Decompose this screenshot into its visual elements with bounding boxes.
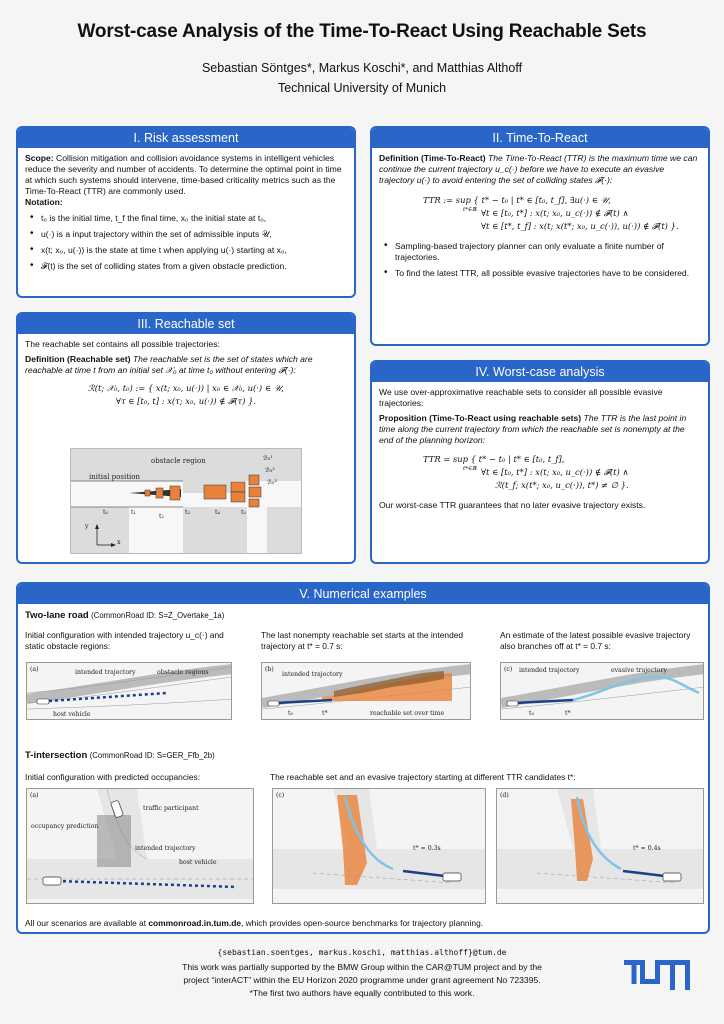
ttr-bullet: • To find the latest TTR, all possible evasive trajectories have to be considered. bbox=[379, 268, 701, 279]
worst-eq-line: ℛ(t_f; x(t*; x₀, u_c(·)), t*) ≠ ∅ }. bbox=[495, 480, 629, 491]
reach-eq-line: ℛ(t; 𝒳₀, t₀) := { x(t; x₀, u(·)) | x₀ ∈ 𝒳₀, u(·) ∈ 𝒰, bbox=[88, 383, 284, 393]
worst-conclusion: Our worst-case TTR guarantees that no later evasive trajectory exists. bbox=[379, 500, 646, 511]
numerical-heading: V. Numerical examples bbox=[18, 584, 708, 604]
intended-trajectory-label: intended trajectory bbox=[75, 669, 136, 676]
intended-trajectory-label: intended trajectory bbox=[135, 845, 196, 852]
fig-tag: (a) bbox=[30, 666, 39, 673]
worst-case-panel bbox=[370, 360, 710, 564]
closing-text bbox=[25, 918, 483, 929]
occupancy-prediction-label: occupancy prediction bbox=[31, 823, 99, 830]
worst-eq-line: TTR = sup { t* − t₀ | t* ∈ [t₀, t_f], bbox=[423, 454, 565, 464]
notation-item: • t₀ is the initial time, t_f the final time, x₀ the initial state at t₀, bbox=[25, 213, 347, 224]
ttr-heading: II. Time-To-React bbox=[372, 128, 708, 148]
tint-heading bbox=[25, 750, 215, 762]
ttr-definition bbox=[379, 153, 701, 186]
worst-prop-label: Proposition (Time-To-React using reachable sets) bbox=[379, 413, 582, 423]
notation-item: • u(·) is a input trajectory within the set of admissible inputs 𝒰, bbox=[25, 229, 347, 240]
tstar-value-label: t* = 0.3s bbox=[413, 845, 441, 852]
notation-label: Notation: bbox=[25, 197, 63, 207]
axis-x-label: x bbox=[117, 539, 121, 546]
authors: Sebastian Söntges*, Markus Koschi*, and Matthias Althoff bbox=[201, 61, 523, 75]
worst-heading: IV. Worst-case analysis bbox=[372, 362, 708, 382]
reachable-set-figure bbox=[70, 448, 302, 554]
twolane-heading bbox=[25, 610, 224, 622]
tint-figure-c bbox=[272, 788, 486, 904]
traffic-participant-label: traffic participant bbox=[143, 805, 199, 812]
commonroad-link[interactable]: commonroad.in.tum.de bbox=[148, 918, 241, 928]
reach-definition bbox=[25, 354, 347, 376]
ttr-eq-line: ∀t ∈ [t₀, t*] : x(t; x₀, u_c(·)) ∉ 𝓕(t) ∧ bbox=[481, 208, 629, 219]
tum-logo bbox=[624, 960, 690, 990]
tick-label: t₃ bbox=[185, 509, 190, 516]
evasive-trajectory-label: evasive trajectory bbox=[611, 667, 667, 674]
tick-label: t₄ bbox=[215, 509, 220, 516]
twolane-figure-a bbox=[26, 662, 232, 720]
ttr-equation bbox=[379, 194, 701, 233]
worst-intro: We use over-approximative reachable sets to consider all possible evasive trajectories: bbox=[379, 387, 663, 408]
twolane-caption-a: Initial configuration with intended trajectory u_c(·) and static obstacle regions: bbox=[25, 630, 224, 651]
tstar-label: t* bbox=[322, 710, 328, 717]
twolane-figure-c bbox=[500, 662, 704, 720]
numerical-examples-panel bbox=[16, 582, 710, 934]
tick-label: t₂ bbox=[159, 513, 164, 520]
ttr-sup-subscript: t*∈ℝ bbox=[463, 207, 477, 213]
closing-suffix: , which provides open-source benchmarks for trajectory planning. bbox=[240, 918, 484, 928]
reach-heading: III. Reachable set bbox=[18, 314, 354, 334]
footer-emails: {sebastian.soentges, markus.koschi, matthias.althoff}@tum.de bbox=[217, 948, 507, 957]
t0-label: t₀ bbox=[288, 710, 293, 717]
scope-text: Collision mitigation and collision avoidance systems in intelligent vehicles reduce the severity and number of accidents. To determine the optimal point in time at which such systems should intervene, time-based criticality metrics such as the Time-To-React (TTR) are commonly used. bbox=[25, 153, 342, 196]
intended-trajectory-label: intended trajectory bbox=[519, 667, 580, 674]
twolane-caption-c: An estimate of the latest possible evasive trajectory also branches off at t* = 0.7 s: bbox=[500, 630, 691, 651]
reachable-set-over-time-label: reachable set over time bbox=[370, 710, 445, 717]
ttr-bullets bbox=[379, 241, 701, 279]
host-vehicle-label: host vehicle bbox=[53, 711, 91, 718]
fig-tag: (c) bbox=[504, 666, 513, 673]
twolane-figure-b bbox=[261, 662, 471, 720]
notation-item: • x(t; x₀, u(·)) is the state at time t when applying u(·) starting at x₀, bbox=[25, 245, 347, 256]
twolane-caption-b: The last nonempty reachable set starts at the intended trajectory at t* = 0.7 s: bbox=[261, 630, 464, 651]
tick-label: t₁ bbox=[131, 509, 136, 516]
worst-equation bbox=[379, 453, 701, 492]
worst-sup-subscript: t*∈ℝ bbox=[463, 466, 477, 472]
tint-title: T-intersection bbox=[25, 750, 88, 761]
set-label: ℬ₅¹ bbox=[263, 455, 273, 462]
worst-prop-text: The TTR is the last point in time along the current trajectory from which the reachable set is nonempty at the end of the planning horizon: bbox=[379, 413, 687, 445]
fig-tag: (c) bbox=[276, 792, 285, 799]
ttr-eq-line: TTR := sup { t* − t₀ | t* ∈ [t₀, t_f], ∃u(·) ∈ 𝒰, bbox=[423, 195, 611, 205]
ttr-def-label: Definition (Time-To-React) bbox=[379, 153, 486, 163]
reachable-set-panel bbox=[16, 312, 356, 564]
reach-def-text: The reachable set is the set of states which are reachable at time t from an initial set 𝒳₀ at time t₀ without entering 𝓕(·): bbox=[25, 354, 313, 375]
affiliation: Technical University of Munich bbox=[277, 81, 447, 95]
closing-prefix: All our scenarios are available at bbox=[25, 918, 149, 928]
twolane-id: (CommonRoad ID: S=Z_Overtake_1a) bbox=[91, 611, 225, 620]
notation-list bbox=[25, 213, 347, 272]
reach-intro: The reachable set contains all possible trajectories: bbox=[25, 339, 220, 349]
twolane-title: Two-lane road bbox=[25, 610, 89, 621]
fig-tag: (b) bbox=[265, 666, 274, 673]
tint-figure-a bbox=[26, 788, 254, 904]
reach-def-label: Definition (Reachable set) bbox=[25, 354, 131, 364]
intended-trajectory-label: intended trajectory bbox=[282, 671, 343, 678]
time-to-react-panel bbox=[370, 126, 710, 346]
set-label: ℬ₅³ bbox=[267, 479, 277, 486]
t0-label: t₀ bbox=[529, 710, 534, 717]
host-vehicle-label: host vehicle bbox=[179, 859, 217, 866]
obstacle-regions-label: obstacle regions bbox=[157, 669, 209, 676]
scope-paragraph bbox=[25, 153, 347, 197]
tick-label: t₀ bbox=[103, 509, 108, 516]
tum-logo-mark bbox=[624, 960, 690, 990]
tint-caption-left: Initial configuration with predicted occupancies: bbox=[25, 772, 201, 782]
fig-tag: (a) bbox=[30, 792, 39, 799]
risk-heading: I. Risk assessment bbox=[18, 128, 354, 148]
fig-tag: (d) bbox=[500, 792, 509, 799]
tint-id: (CommonRoad ID: S=GER_Ffb_2b) bbox=[89, 751, 215, 760]
ttr-bullet: • Sampling-based trajectory planner can only evaluate a finite number of trajectories. bbox=[379, 241, 701, 263]
set-label: ℬ₅² bbox=[265, 467, 275, 474]
footer-note: *The first two authors have equally contributed to this work. bbox=[249, 988, 475, 998]
tint-figure-d bbox=[496, 788, 704, 904]
tint-caption-right: The reachable set and an evasive trajectory starting at different TTR candidates t*: bbox=[270, 772, 576, 782]
tstar-label: t* bbox=[565, 710, 571, 717]
reach-eq-line: ∀τ ∈ [t₀, t] : x(τ; x₀, u(·)) ∉ 𝓕(τ) }. bbox=[115, 396, 257, 407]
notation-item: • 𝓕(t) is the set of colliding states from a given obstacle prediction. bbox=[25, 261, 347, 272]
tick-label: t₅ bbox=[241, 509, 246, 516]
obstacle-region-label: obstacle region bbox=[151, 457, 206, 465]
footer-funding-1: This work was partially supported by the BMW Group within the CAR@TUM project and by the bbox=[182, 962, 542, 972]
poster-title: Worst-case Analysis of the Time-To-React Using Reachable Sets bbox=[77, 21, 647, 42]
ttr-def-text: The Time-To-React (TTR) is the maximum time we can continue the current trajectory u_c(·) before we have to execute an evasive trajectory u(·) to avoid entering the set of colliding states 𝓕(·): bbox=[379, 153, 698, 185]
axis-y-label: y bbox=[85, 523, 89, 530]
risk-assessment-panel bbox=[16, 126, 356, 298]
reach-equation bbox=[25, 382, 347, 408]
worst-eq-line: ∀t ∈ [t₀, t*] : x(t; x₀, u_c(·)) ∉ 𝓕(t) ∧ bbox=[481, 467, 629, 478]
tstar-value-label: t* = 0.4s bbox=[633, 845, 661, 852]
worst-proposition bbox=[379, 413, 701, 446]
initial-position-label: initial position bbox=[89, 473, 140, 481]
ttr-eq-line: ∀t ∈ [t*, t_f] : x(t; x(t*; x₀, u_c(·)), u(·)) ∉ 𝓕(t) }. bbox=[481, 221, 679, 232]
footer-funding-2: project “interACT” within the EU Horizon 2020 programme under grant agreement No 723395. bbox=[183, 975, 541, 985]
scope-label: Scope: bbox=[25, 153, 54, 163]
